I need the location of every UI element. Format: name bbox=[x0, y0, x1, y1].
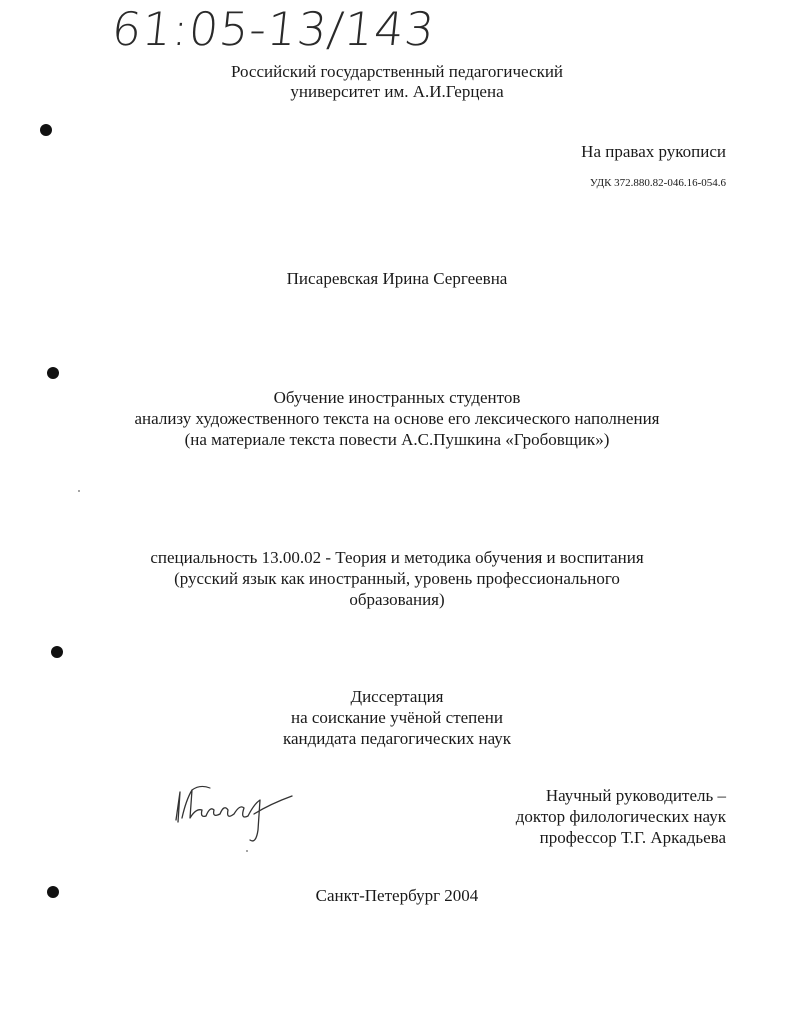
udk-code: УДК 372.880.82-046.16-054.6 bbox=[589, 177, 726, 189]
title-line-2: анализу художественного текста на основе его лексического наполнения bbox=[134, 409, 660, 428]
binder-hole-4 bbox=[47, 886, 59, 898]
advisor-line-1: Научный руководитель – bbox=[545, 786, 726, 805]
specialty-line-2: (русский язык как иностранный, уровень профессионального bbox=[174, 569, 620, 588]
handwritten-registration-number: 61:05-13/143 bbox=[109, 2, 438, 56]
dissertation-line-1: Диссертация bbox=[350, 687, 444, 706]
rights-label: На правах рукописи bbox=[581, 142, 726, 161]
city-year: Санкт-Петербург 2004 bbox=[315, 886, 479, 905]
title-line-3: (на материале текста повести А.С.Пушкина «Гробовщик») bbox=[184, 430, 610, 449]
signature-image bbox=[170, 770, 300, 850]
specialty-line-1: специальность 13.00.02 - Теория и методика обучения и воспитания bbox=[150, 548, 644, 567]
university-line-1: Российский государственный педагогический bbox=[230, 62, 564, 81]
advisor-line-3: профессор Т.Г. Аркадьева bbox=[539, 828, 726, 847]
binder-hole-2 bbox=[47, 367, 59, 379]
specialty-line-3: образования) bbox=[349, 590, 445, 609]
binder-hole-1 bbox=[40, 124, 52, 136]
university-line-2: университет им. А.И.Герцена bbox=[290, 82, 504, 101]
dissertation-line-2: на соискание учёной степени bbox=[290, 708, 504, 727]
dissertation-line-3: кандидата педагогических наук bbox=[282, 729, 512, 748]
author-name: Писаревская Ирина Сергеевна bbox=[286, 269, 508, 288]
binder-hole-3 bbox=[51, 646, 63, 658]
scan-speck bbox=[246, 850, 248, 852]
scan-speck bbox=[78, 490, 80, 492]
title-line-1: Обучение иностранных студентов bbox=[273, 388, 521, 407]
advisor-line-2: доктор филологических наук bbox=[515, 807, 726, 826]
